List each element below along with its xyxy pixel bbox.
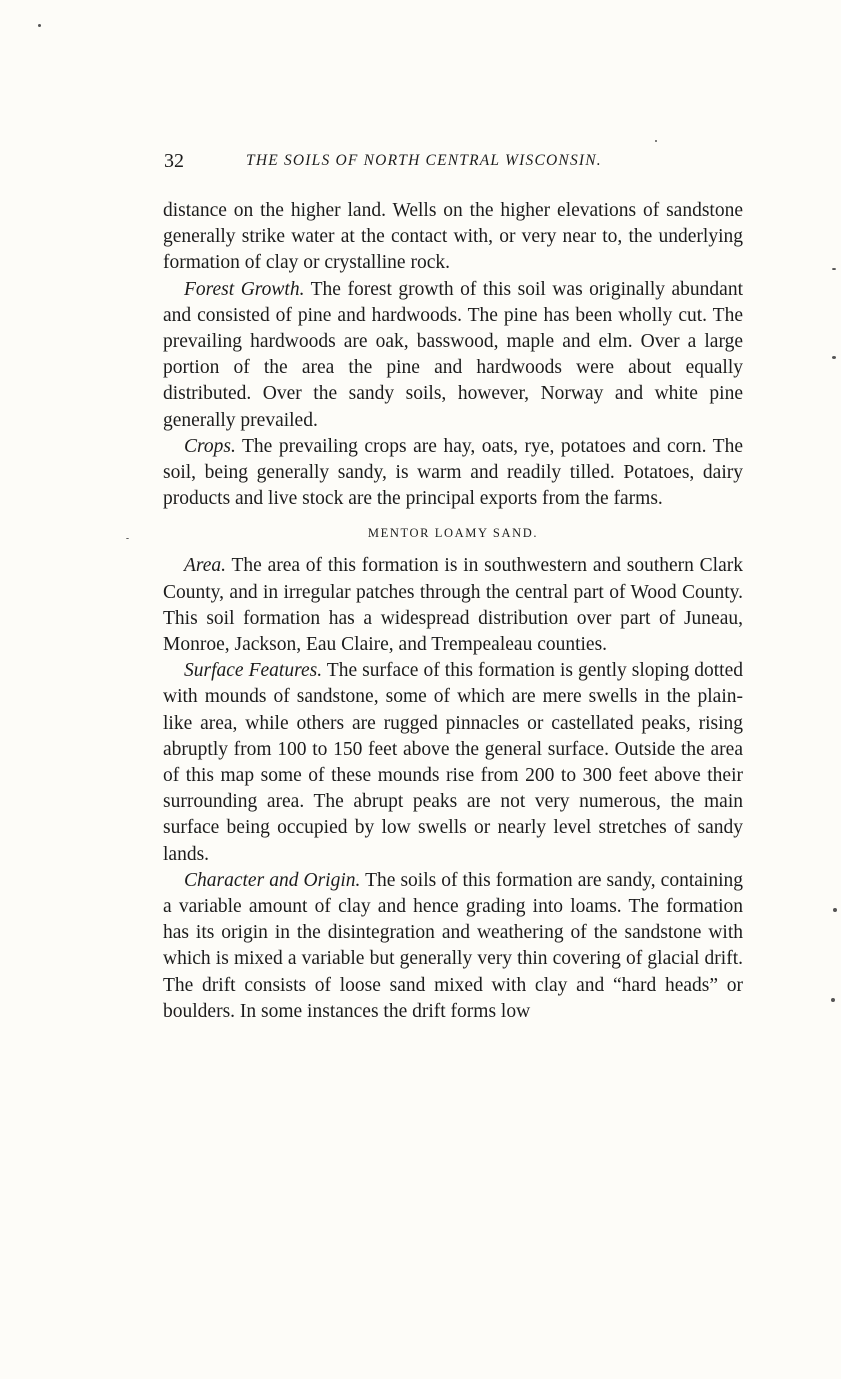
run-in-heading-crops: Crops.: [184, 435, 236, 457]
paragraph-water-supply: distance on the higher land. Wells on the higher elevations of sandstone generally strike water at the contact with, or very near to, the underlying formation of clay or crystalline rock.: [163, 200, 743, 274]
page-number: 32: [164, 150, 184, 172]
run-in-heading-character-and-origin: Character and Origin.: [184, 869, 361, 891]
scan-speck: [38, 24, 41, 27]
paragraph-character-and-origin: [163, 868, 743, 1025]
running-head: [164, 148, 744, 174]
body-text: [163, 198, 743, 1025]
paragraph-crops: [163, 434, 743, 513]
paragraph-text: The area of this formation is in southwestern and southern Clark County, and in irregular patches through the central part of Wood County. This soil formation has a widespread distribution over part of Juneau, Monroe, Jackson, Eau Claire, and Trempealeau counties.: [163, 555, 743, 656]
scan-speck: [126, 538, 129, 539]
scan-speck: [832, 268, 836, 270]
paragraph-area: [163, 553, 743, 658]
run-in-heading-area: Area.: [184, 555, 227, 577]
section-heading: MENTOR LOAMY SAND.: [367, 526, 539, 541]
paragraph-surface-features: [163, 658, 743, 868]
paragraph-text: The prevailing crops are hay, oats, rye, potatoes and corn. The soil, being generally sandy, is warm and readily tilled. Potatoes, dairy products and live stock are the principal exports from the farms.: [163, 435, 743, 510]
scan-speck: [655, 140, 657, 142]
scan-speck: [831, 998, 835, 1002]
paragraph-text: The forest growth of this soil was originally abundant and consisted of pine and hardwoods. The pine has been wholly cut. The prevailing hardwoods are oak, basswood, maple and elm. Over a large portion of the area the pine and hardwoods were about equally distributed. Over the sandy soils, however, Norway and white pine generally prevailed.: [163, 278, 744, 431]
scan-speck: [832, 356, 836, 359]
run-in-heading-forest-growth: Forest Growth.: [184, 278, 305, 300]
paragraph-text: The soils of this formation are sandy, containing a variable amount of clay and hence grading into loams. The formation has its origin in the disintegration and weathering of the sandstone with which is mixed a variable but generally very thin covering of glacial drift. The drift consists of loose sand mixed with clay and “hard heads” or boulders. In some instances the drift forms low: [163, 869, 743, 1022]
scan-speck: [833, 908, 837, 912]
run-in-heading-surface-features: Surface Features.: [184, 660, 323, 682]
running-title: THE SOILS OF NORTH CENTRAL WISCONSIN.: [246, 152, 602, 169]
paragraph-text: The surface of this formation is gently sloping dotted with mounds of sandstone, some of which are mere swells in the plain-like area, while others are rugged pinnacles or castellated peaks, rising abruptly from 100 to 150 feet above the general surface. Outside the area of this map some of these mounds rise from 200 to 300 feet above their surrounding area. The abrupt peaks are not very numerous, the main surface being occupied by low swells or nearly level stretches of sandy lands.: [163, 660, 743, 865]
paragraph-forest-growth: [163, 277, 743, 434]
